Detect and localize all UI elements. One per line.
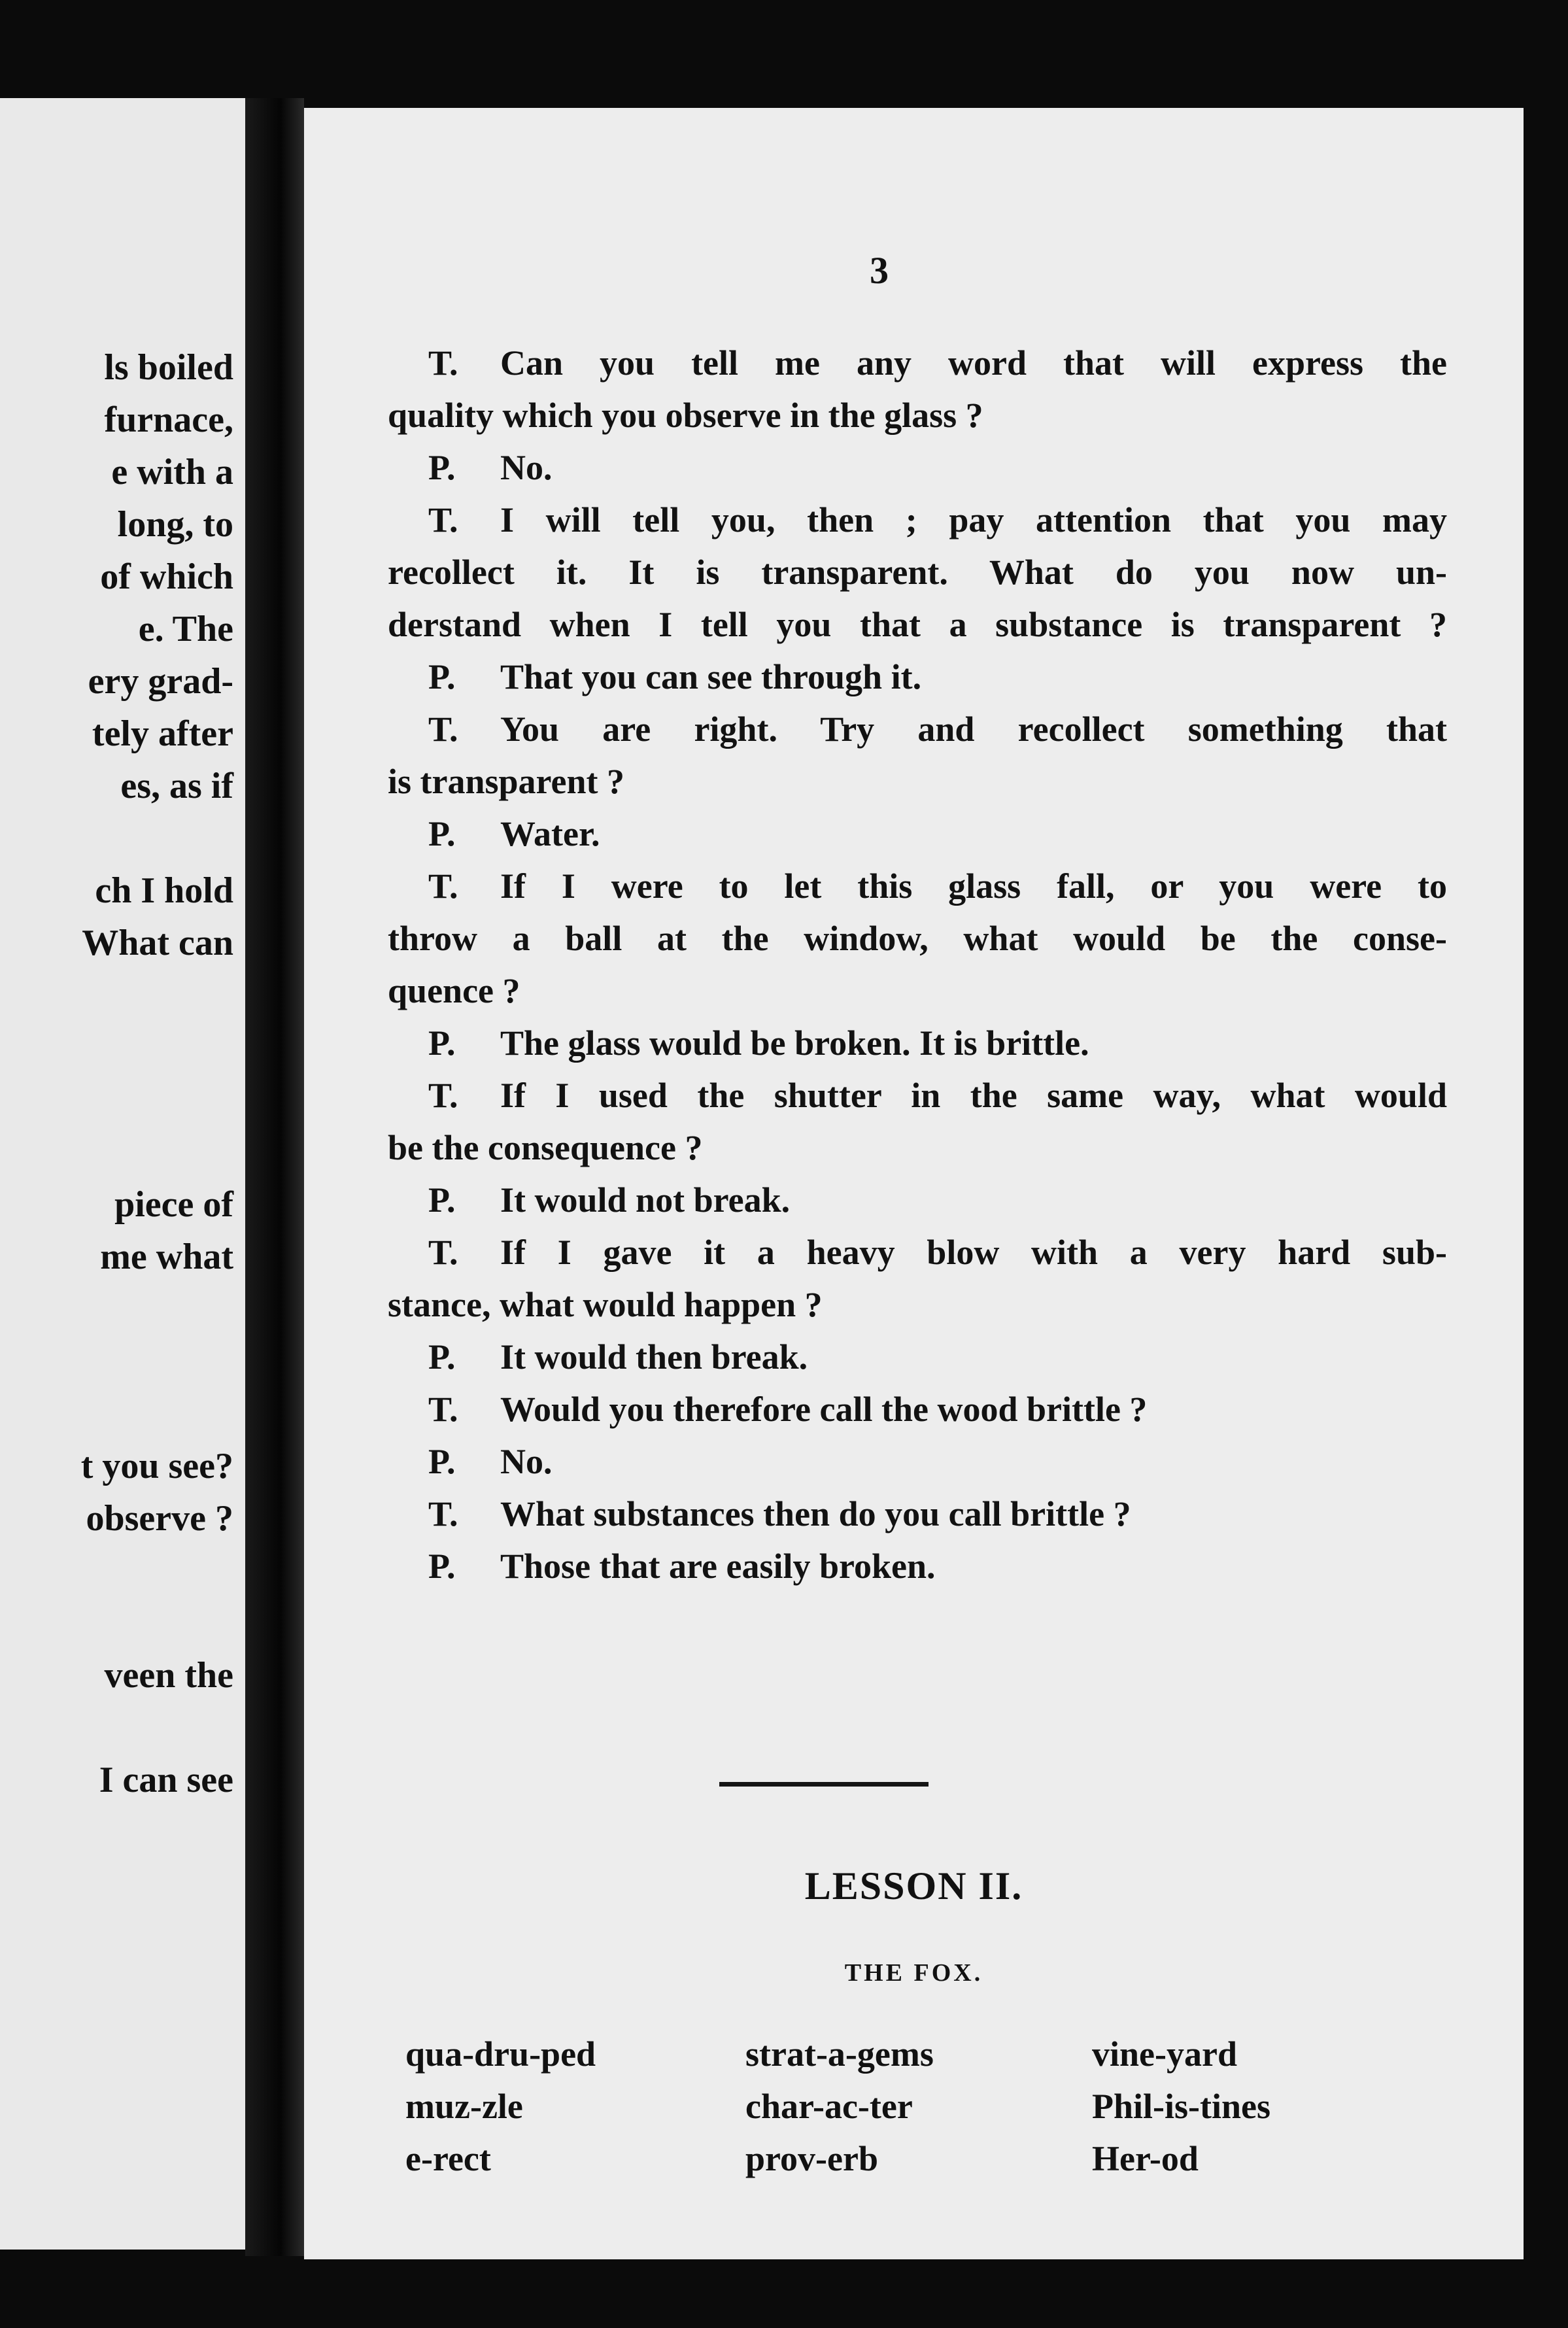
- left-page-fragment: furnace,: [104, 400, 233, 440]
- dialogue-text-span: Can you tell me any word that will express the: [500, 343, 1447, 383]
- speaker-label: T.: [428, 343, 458, 383]
- book-page: [304, 108, 1524, 2259]
- dialogue-line: [388, 912, 1447, 965]
- left-page-fragment: tely after: [92, 713, 233, 754]
- speaker-label: T.: [428, 1494, 458, 1533]
- vocabulary-list: [405, 2034, 1484, 2191]
- dialogue-line: [388, 337, 1447, 389]
- dialogue-line: [388, 755, 1447, 808]
- book-gutter: [245, 98, 304, 2256]
- dialogue-text-span: No.: [500, 1442, 553, 1481]
- speaker-label: T.: [428, 1076, 458, 1115]
- vocabulary-word: Her-od: [1092, 2139, 1199, 2178]
- vocabulary-row: [405, 2034, 1484, 2086]
- dialogue-text-span: It would not break.: [500, 1180, 791, 1220]
- vocabulary-word: vine-yard: [1092, 2034, 1237, 2074]
- dialogue-line: [388, 703, 1447, 755]
- section-divider: [719, 1782, 929, 1787]
- left-page-fragment: of which: [100, 556, 233, 597]
- dialogue-line: [388, 1540, 1447, 1592]
- dialogue-text-span: be the consequence ?: [388, 1128, 703, 1167]
- lesson-heading: LESSON II.: [804, 1864, 1023, 1908]
- left-page-fragment: ch I hold: [95, 870, 233, 911]
- dialogue-line: [388, 1488, 1447, 1540]
- dialogue-line: [388, 441, 1447, 494]
- dialogue-line: [388, 1069, 1447, 1121]
- left-page-fragment: observe ?: [86, 1498, 233, 1539]
- left-page-fragment: What can: [82, 923, 233, 963]
- vocabulary-row: [405, 2138, 1484, 2191]
- vocabulary-row: [405, 2086, 1484, 2138]
- vocabulary-word: char-ac-ter: [745, 2087, 913, 2126]
- dialogue-line: [388, 494, 1447, 546]
- dialogue-line: [388, 598, 1447, 651]
- dialogue-text-span: Those that are easily broken.: [500, 1547, 936, 1586]
- dialogue-line: [388, 1017, 1447, 1069]
- vocabulary-word: Phil-is-tines: [1092, 2087, 1271, 2126]
- speaker-label: T.: [428, 1233, 458, 1272]
- vocabulary-word: strat-a-gems: [745, 2034, 934, 2074]
- vocabulary-word: muz-zle: [405, 2087, 523, 2126]
- speaker-label: P.: [428, 1442, 456, 1481]
- dialogue-line: [388, 1383, 1447, 1435]
- dialogue-text-span: derstand when I tell you that a substance is transparent ?: [388, 605, 1447, 644]
- dialogue-text-span: The glass would be broken. It is brittle.: [500, 1023, 1089, 1063]
- dialogue-line: [388, 1278, 1447, 1331]
- dialogue-text-span: What substances then do you call brittle ?: [500, 1494, 1131, 1533]
- speaker-label: P.: [428, 448, 456, 487]
- dialogue-line: [388, 1174, 1447, 1226]
- dialogue-text-span: If I were to let this glass fall, or you were to: [500, 866, 1447, 906]
- vocabulary-word: qua-dru-ped: [405, 2034, 596, 2074]
- speaker-label: P.: [428, 1547, 456, 1586]
- vocabulary-word: e-rect: [405, 2139, 491, 2178]
- dialogue-text-span: That you can see through it.: [500, 657, 922, 696]
- speaker-label: T.: [428, 500, 458, 539]
- left-page-fragment: I can see: [99, 1760, 233, 1800]
- dialogue-line: [388, 546, 1447, 598]
- dialogue-text: [388, 337, 1447, 1592]
- dialogue-text-span: No.: [500, 448, 553, 487]
- dialogue-text-span: throw a ball at the window, what would be the conse-: [388, 919, 1447, 958]
- left-page-fragment: es, as if: [120, 766, 233, 806]
- left-page-fragment: piece of: [114, 1184, 233, 1225]
- dialogue-line: [388, 965, 1447, 1017]
- dialogue-line: [388, 651, 1447, 703]
- dialogue-text-span: stance, what would happen ?: [388, 1285, 823, 1324]
- dialogue-text-span: You are right. Try and recollect something that: [500, 710, 1447, 749]
- dialogue-line: [388, 1435, 1447, 1488]
- speaker-label: T.: [428, 1390, 458, 1429]
- left-page-fragment: e with a: [111, 452, 233, 492]
- vocabulary-word: prov-erb: [745, 2139, 878, 2178]
- left-page-fragment: long, to: [117, 504, 233, 545]
- dialogue-text-span: quence ?: [388, 971, 520, 1010]
- speaker-label: T.: [428, 710, 458, 749]
- speaker-label: P.: [428, 1337, 456, 1377]
- left-page-fragment: t you see?: [80, 1446, 233, 1486]
- dialogue-line: [388, 860, 1447, 912]
- dialogue-text-span: is transparent ?: [388, 762, 625, 801]
- dialogue-text-span: quality which you observe in the glass ?: [388, 396, 983, 435]
- dialogue-text-span: recollect it. It is transparent. What do you now un-: [388, 553, 1447, 592]
- left-page-fragment: e. The: [138, 609, 233, 649]
- dialogue-text-span: I will tell you, then ; pay attention that you may: [500, 500, 1447, 539]
- left-page-fragment: me what: [100, 1237, 233, 1277]
- dialogue-text-span: Water.: [500, 814, 600, 853]
- speaker-label: P.: [428, 1180, 456, 1220]
- dialogue-text-span: Would you therefore call the wood brittle ?: [500, 1390, 1148, 1429]
- dialogue-line: [388, 1226, 1447, 1278]
- dialogue-line: [388, 1331, 1447, 1383]
- speaker-label: T.: [428, 866, 458, 906]
- speaker-label: P.: [428, 657, 456, 696]
- left-page-fragment: ls boiled: [104, 347, 233, 388]
- page-number: 3: [870, 249, 889, 292]
- speaker-label: P.: [428, 814, 456, 853]
- left-page-fragment: veen the: [104, 1655, 233, 1696]
- left-facing-page: [0, 98, 245, 2250]
- dialogue-line: [388, 389, 1447, 441]
- dialogue-text-span: If I used the shutter in the same way, what would: [500, 1076, 1447, 1115]
- dialogue-text-span: It would then break.: [500, 1337, 808, 1377]
- lesson-subtitle: THE FOX.: [844, 1959, 983, 1987]
- left-page-fragment: ery grad-: [88, 661, 233, 702]
- dialogue-text-span: If I gave it a heavy blow with a very hard sub-: [500, 1233, 1447, 1272]
- speaker-label: P.: [428, 1023, 456, 1063]
- dialogue-line: [388, 1121, 1447, 1174]
- dialogue-line: [388, 808, 1447, 860]
